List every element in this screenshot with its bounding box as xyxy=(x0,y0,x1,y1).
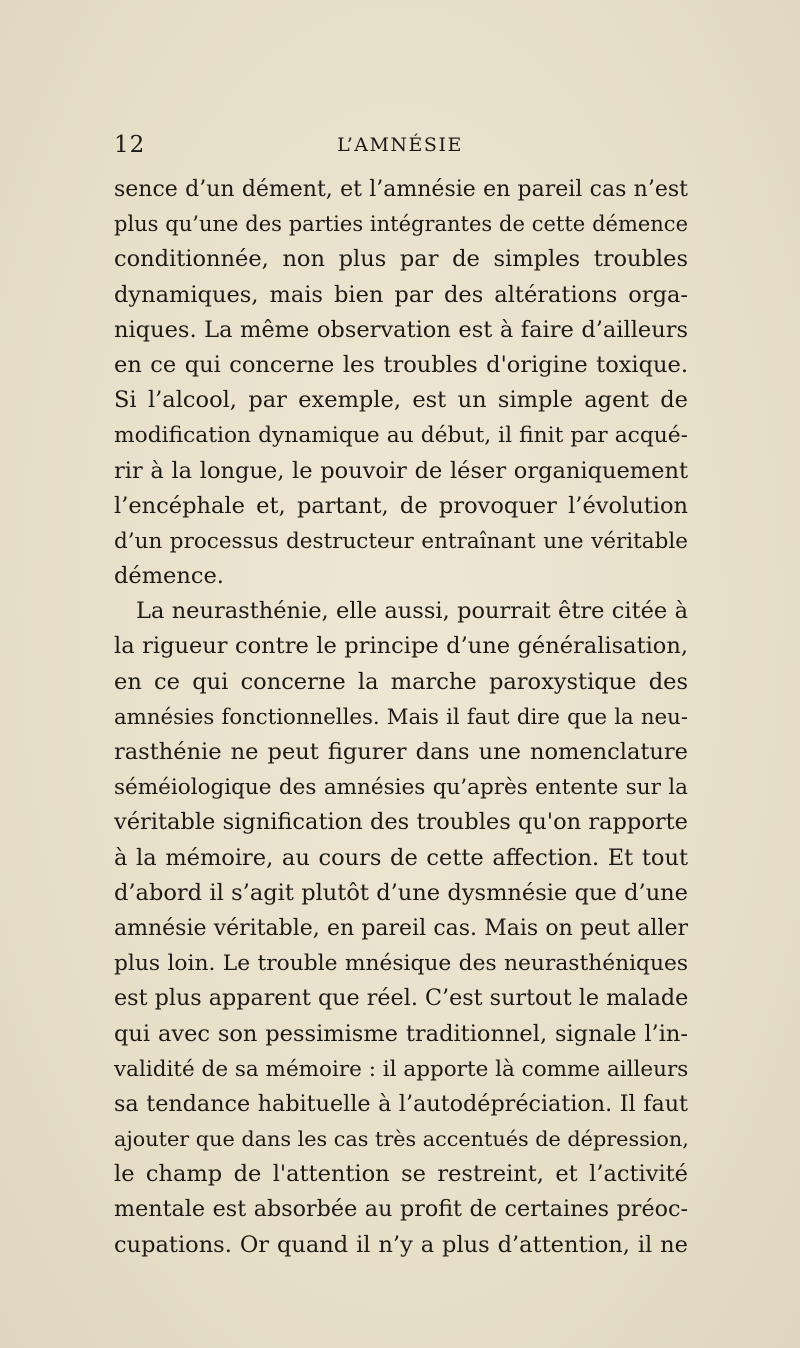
text-line: d’un processus destructeur entraînant une véritable xyxy=(114,528,688,554)
running-title: L’AMNÉSIE xyxy=(337,134,463,156)
text-line: le champ de l'attention se restreint, et l’activité xyxy=(114,1161,688,1188)
text-line: mentale est absorbée au profit de certaines préoc- xyxy=(114,1196,688,1223)
text-line: sa tendance habituelle à l’autodépréciation. Il faut xyxy=(114,1090,688,1117)
text-line: l’encéphale et, partant, de provoquer l’évolution xyxy=(114,492,688,519)
text-line: véritable signification des troubles qu'on rapporte xyxy=(114,809,688,836)
text-line: rasthénie ne peut figurer dans une nomenclature xyxy=(114,739,688,765)
text-line: rir à la longue, le pouvoir de léser organiquement xyxy=(114,457,688,484)
text-line: La neurasthénie, elle aussi, pourrait être citée à xyxy=(136,598,688,625)
body-text xyxy=(114,172,688,1263)
text-line: Si l’alcool, par exemple, est un simple agent de xyxy=(114,387,688,414)
text-line: sence d’un dément, et l’amnésie en pareil cas n’est xyxy=(114,177,688,202)
text-line: démence. xyxy=(114,563,224,590)
text-line: en ce qui concerne les troubles d'origine toxique. xyxy=(114,351,688,378)
text-line: plus qu’une des parties intégrantes de cette démence xyxy=(114,212,688,237)
text-line: la rigueur contre le principe d’une généralisation, xyxy=(114,633,688,660)
text-line: séméiologique des amnésies qu’après entente sur la xyxy=(114,775,688,801)
text-line: d’abord il s’agit plutôt d’une dysmnésie que d’une xyxy=(114,879,688,906)
text-line: est plus apparent que réel. C’est surtout le malade xyxy=(114,985,689,1012)
text-line: cupations. Or quand il n’y a plus d’attention, il ne xyxy=(114,1231,688,1258)
text-line: amnésie véritable, en pareil cas. Mais on peut aller xyxy=(114,915,688,941)
page-number: 12 xyxy=(114,132,146,158)
text-line: amnésies fonctionnelles. Mais il faut dire que la neu- xyxy=(114,704,688,730)
text-line: dynamiques, mais bien par des altérations orga- xyxy=(114,281,688,308)
text-line: à la mémoire, au cours de cette affection. Et tout xyxy=(114,844,688,871)
page-header xyxy=(0,132,800,164)
text-line: ajouter que dans les cas très accentués de dépression, xyxy=(114,1127,689,1152)
text-line: validité de sa mémoire : il apporte là comme ailleurs xyxy=(114,1056,689,1082)
text-line: qui avec son pessimisme traditionnel, signale l’in- xyxy=(114,1020,688,1047)
text-line: niques. La même observation est à faire d’ailleurs xyxy=(114,316,688,343)
text-line: conditionnée, non plus par de simples troubles xyxy=(114,246,688,273)
text-line: modification dynamique au début, il finit par acqué- xyxy=(114,423,688,449)
text-line: plus loin. Le trouble mnésique des neurasthéniques xyxy=(114,951,688,977)
text-line: en ce qui concerne la marche paroxystique des xyxy=(114,668,688,695)
